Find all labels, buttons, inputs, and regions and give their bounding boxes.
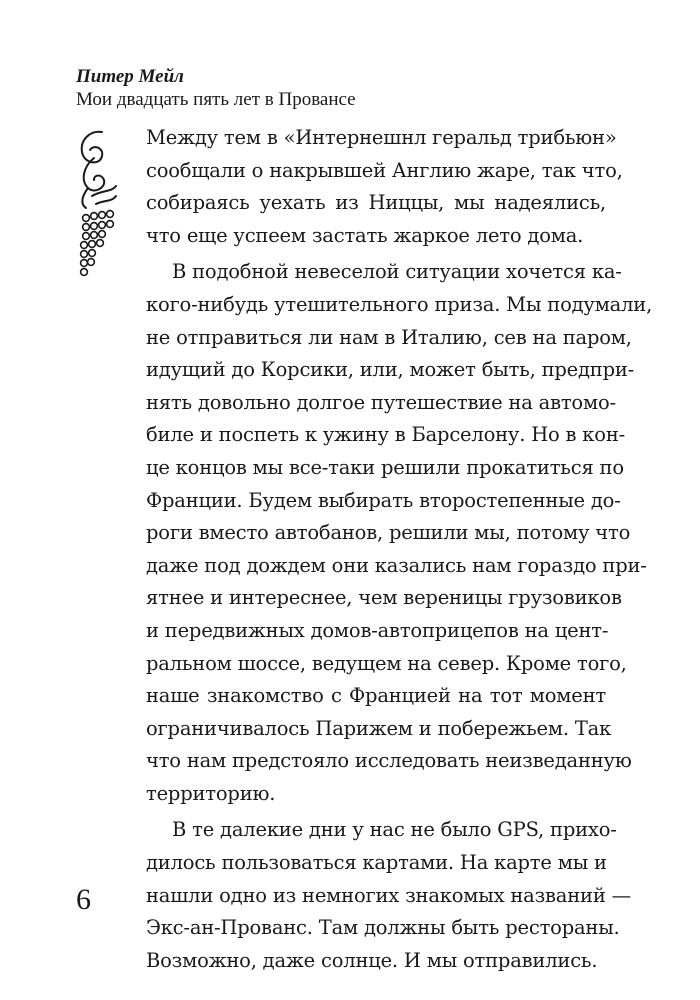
- text-line: Возможно, даже солнце. И мы отправились.: [146, 948, 598, 972]
- text-line: ральном шоссе, ведущем на север. Кроме того,: [146, 651, 627, 675]
- text-line: сообщали о накрывшей Англию жаре, так что,: [146, 158, 623, 182]
- text-line: Экс-ан-Прованс. Там должны быть рестораны.: [146, 916, 620, 940]
- text-line: це концов мы все-таки решили прокатиться по: [146, 455, 624, 479]
- text-line: Франции. Будем выбирать второстепенные до-: [146, 488, 621, 512]
- text-line: не отправиться ли нам в Италию, сев на паром,: [146, 325, 632, 349]
- grape-vine-ornament-icon: [72, 126, 122, 286]
- text-line: ятнее и интереснее, чем вереницы грузовиков: [146, 586, 622, 610]
- text-line: собираясь уехать из Ниццы, мы надеялись,: [146, 191, 606, 215]
- text-line: нять довольно долгое путешествие на автомо-: [146, 390, 616, 414]
- text-line: В те далекие дни у нас не было GPS, прихо-: [172, 818, 617, 842]
- text-line: наше знакомство с Францией на тот момент: [146, 684, 606, 708]
- paragraph-2: [146, 256, 653, 810]
- text-line: Между тем в «Интернешнл геральд трибьюн»: [146, 126, 617, 149]
- author-name: Питер Мейл: [76, 66, 184, 87]
- text-line: территорию.: [146, 781, 276, 805]
- text-line: что нам предстояло исследовать неизведанную: [146, 749, 632, 773]
- paragraph-3: [146, 814, 631, 977]
- text-line: дилось пользоваться картами. На карте мы и: [146, 851, 607, 875]
- text-line: идущий до Корсики, или, может быть, предпри-: [146, 358, 635, 382]
- text-line: ограничивалось Парижем и побережьем. Так: [146, 716, 612, 740]
- text-line: В подобной невеселой ситуации хочется ка-: [172, 260, 622, 284]
- paragraph-1: [146, 122, 623, 252]
- body-text: [146, 122, 653, 977]
- text-line: кого-нибудь утешительного приза. Мы подумали,: [146, 292, 653, 316]
- text-line: даже под дождем они казались нам гораздо при-: [146, 553, 647, 577]
- text-line: что еще успеем застать жаркое лето дома.: [146, 223, 584, 247]
- book-title: Мои двадцать пять лет в Провансе: [76, 89, 356, 110]
- page-number: 6: [76, 883, 91, 916]
- text-line: и передвижных домов-автоприцепов на цент-: [146, 618, 609, 642]
- text-line: биле и поспеть к ужину в Барселону. Но в кон-: [146, 423, 626, 447]
- running-header: [76, 66, 356, 112]
- text-line: роги вместо автобанов, решили мы, потому что: [146, 521, 631, 545]
- text-line: нашли одно из немногих знакомых названий —: [146, 883, 631, 907]
